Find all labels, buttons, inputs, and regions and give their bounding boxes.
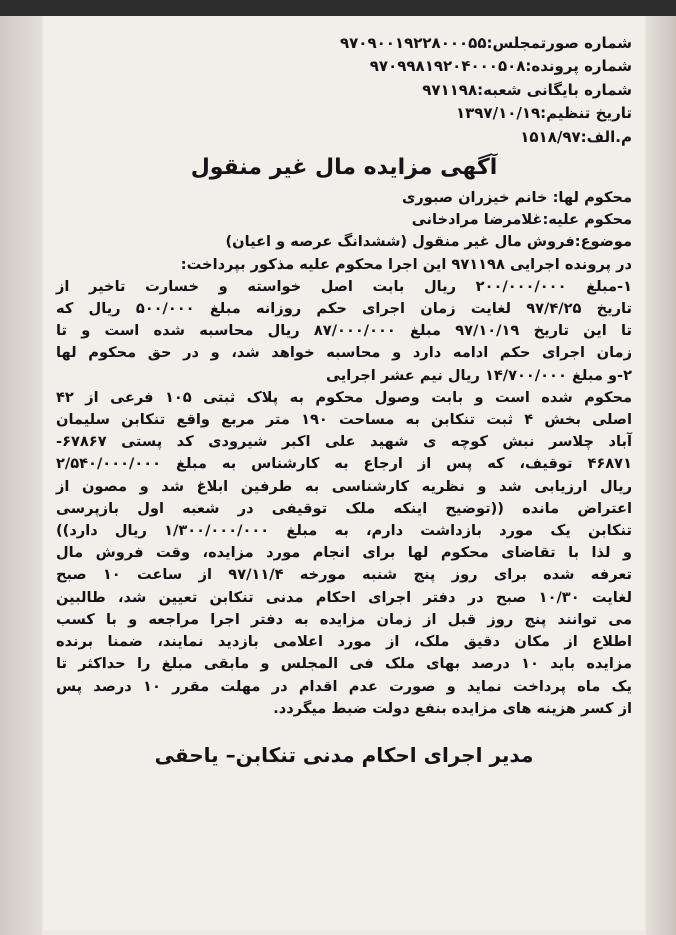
body-line: محکوم شده است و بابت وصول محکوم به پلاک ثبتی ۱۰۵ فرعی از ۴۲ <box>56 388 633 406</box>
body-line: اعتراض مانده ((توضیح اینکه ملک توقیفی در شعبه اول بازپرسی <box>56 499 632 517</box>
case-number: شماره پرونده:۹۷۰۹۹۸۱۹۲۰۴۰۰۰۵۰۸ <box>369 57 632 76</box>
body-line: تا این تاریخ ۹۷/۱۰/۱۹ مبلغ ۸۷/۰۰۰/۰۰۰ ریال محاسبه شده است و تا <box>56 322 632 340</box>
top-dark-strip <box>0 0 676 16</box>
body-line: می توانند پنج روز قبل از زمان مزایده به دفتر اجرا مراجعه و با کسب <box>56 610 632 628</box>
parties-block <box>56 187 632 254</box>
body-line: ریال ارزیابی شد و نظریه کارشناسی به طرفین ابلاغ شد و مصون از <box>56 477 632 495</box>
body-line: اطلاع از مکان دقیق ملک، از مورد اعلامی بازدید نمایند، ضمنا برنده <box>56 633 632 651</box>
body-line: و لذا با تقاضای محکوم لها برای انجام مورد مزایده، وقت فروش مال <box>56 544 632 562</box>
body-line: زمان اجرای حکم ادامه دارد و محاسبه خواهد شد، و در حق محکوم لها <box>56 344 632 362</box>
notice-title: آگهی مزایده مال غیر منقول <box>190 155 498 181</box>
body-line: یک ماه پرداخت نماید و صورت عدم اقدام در مهلت مقرر ۱۰ درصد پس <box>56 677 632 695</box>
notice-body <box>56 254 632 720</box>
debtor-line: محکوم علیه:غلامرضا مرادخانی <box>411 211 632 229</box>
body-line: تاریخ ۹۷/۴/۲۵ لغایت زمان اجرای حکم روزانه مبلغ ۵۰۰/۰۰۰ ریال که <box>56 300 632 318</box>
body-line: مزایده باید ۱۰ درصد بهای ملک فی المجلس و مابقی مبلغ را حداکثر تا <box>56 655 633 673</box>
metadata-block <box>56 32 632 149</box>
creditor-line: محکوم لها: خانم خیزران صبوری <box>402 189 632 207</box>
body-line: ۲-و مبلغ ۱۴/۷۰۰/۰۰۰ ریال نیم عشر اجرایی <box>325 366 632 384</box>
body-line: ۱-مبلغ ۲۰۰/۰۰۰/۰۰۰ ریال بابت اصل خواسته و خسارت تاخیر از <box>56 277 632 295</box>
session-number: شماره صورتمجلس:۹۷۰۹۰۰۱۹۲۲۸۰۰۰۵۵ <box>340 34 632 52</box>
notice-content <box>56 32 632 770</box>
left-page-edge <box>0 16 42 935</box>
body-line: تعرفه شده برای روز پنج شنبه مورخه ۹۷/۱۱/۴ از ساعت ۱۰ صبح <box>56 566 633 584</box>
body-line: در پرونده اجرایی ۹۷۱۱۹۸ این اجرا محکوم علیه مذکور بپرداخت: <box>180 255 632 273</box>
body-line: از کسر هزینه های مزایده بنفع دولت ضبط میگردد. <box>273 699 632 717</box>
body-line: اصلی بخش ۴ ثبت تنکابن به مساحت ۱۹۰ متر مربع واقع تنکابن سلیمان <box>56 411 633 429</box>
body-line: آباد چلاسر نبش کوچه ی شهید علی اکبر شیرودی کد پستی ۶۷۸۶۷- <box>56 433 632 451</box>
reference-number: م.الف:۱۵۱۸/۹۷ <box>520 127 632 146</box>
body-line: ۴۶۸۷۱ توقیف، که پس از ارجاع به کارشناس به مبلغ ۲/۵۴۰/۰۰۰/۰۰۰ <box>56 455 632 473</box>
newspaper-clipping <box>44 16 644 931</box>
archive-number: شماره بایگانی شعبه:۹۷۱۱۹۸ <box>422 80 632 99</box>
issue-date: تاریخ تنظیم:۱۳۹۷/۱۰/۱۹ <box>455 104 632 123</box>
signature-line: مدیر اجرای احکام مدنی تنکابن– یاحقی <box>154 742 534 767</box>
body-line: تنکابن یک مورد بازداشت دارم، به مبلغ ۱/۳۰۰/۰۰۰/۰۰۰ ریال دارد)) <box>56 522 632 540</box>
body-line: لغایت ۱۰/۳۰ صبح در دفتر اجرای احکام مدنی تنکابن تعیین شد، طالبین <box>56 588 632 606</box>
subject-line: موضوع:فروش مال غیر منقول (ششدانگ عرصه و اعیان) <box>225 233 632 251</box>
right-page-edge <box>646 16 676 935</box>
